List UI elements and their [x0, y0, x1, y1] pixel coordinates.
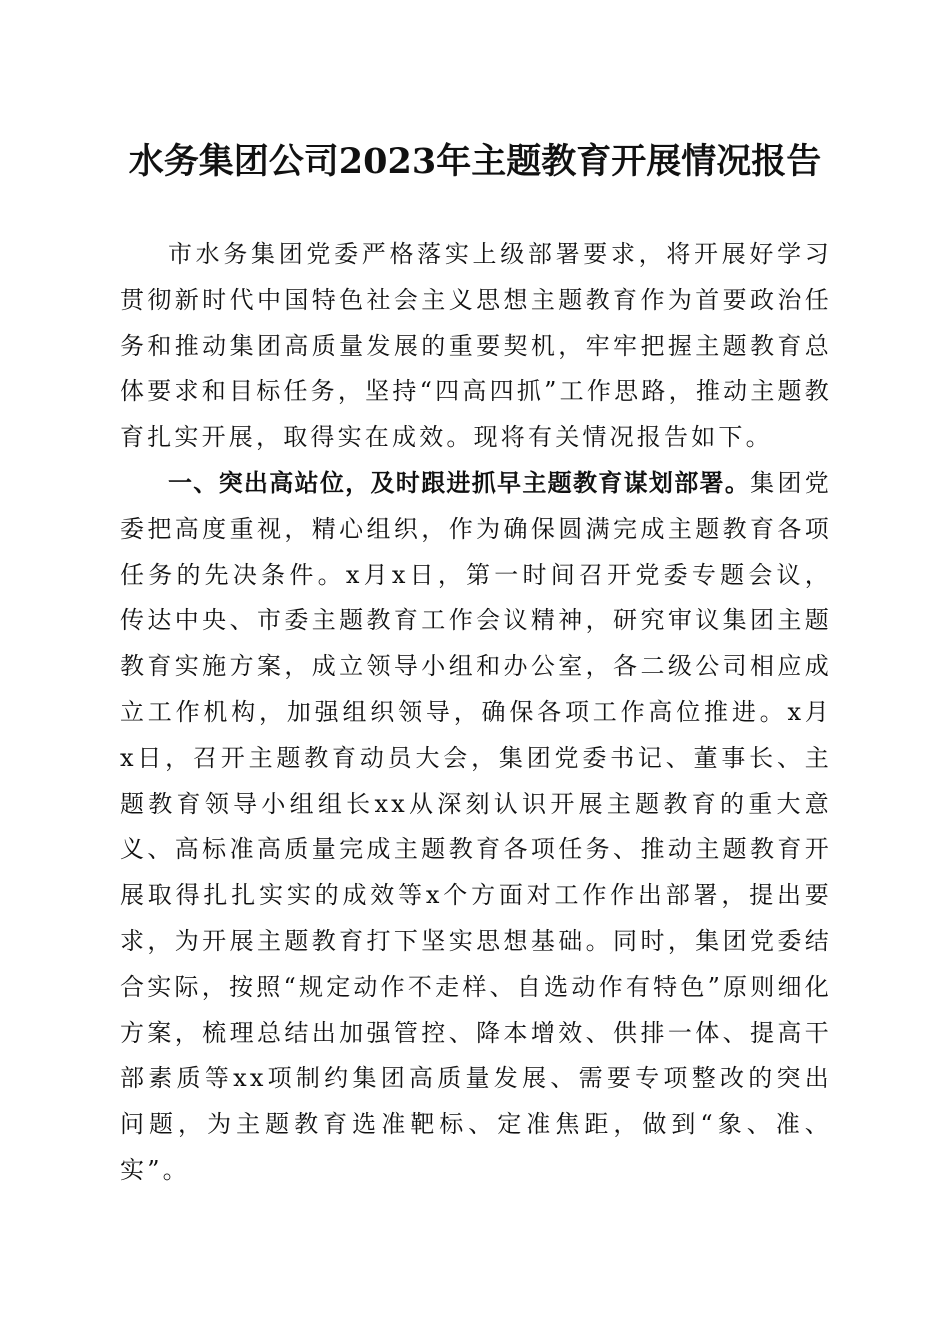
section-one-heading: 一、突出高站位，及时跟进抓早主题教育谋划部署。: [168, 469, 751, 497]
section-one-paragraph: [120, 461, 832, 1194]
document-title: 水务集团公司2023年主题教育开展情况报告: [128, 141, 822, 182]
intro-paragraph: 市水务集团党委严格落实上级部署要求，将开展好学习贯彻新时代中国特色社会主义思想主题教育作为首要政治任务和推动集团高质量发展的重要契机，牢牢把握主题教育总体要求和目标任务，坚持“四高四抓”工作思路，推动主题教育扎实开展，取得实在成效。现将有关情况报告如下。: [120, 240, 832, 452]
section-one-body: 集团党委把高度重视，精心组织，作为确保圆满完成主题教育各项任务的先决条件。x月x日，第一时间召开党委专题会议，传达中央、市委主题教育工作会议精神，研究审议集团主题教育实施方案，成立领导小组和办公室，各二级公司相应成立工作机构，加强组织领导，确保各项工作高位推进。x月x日，召开主题教育动员大会，集团党委书记、董事长、主题教育领导小组组长xx从深刻认识开展主题教育的重大意义、高标准高质量完成主题教育各项任务、推动主题教育开展取得扎扎实实的成效等x个方面对工作作出部署，提出要求，为开展主题教育打下坚实思想基础。同时，集团党委结合实际，按照“规定动作不走样、自选动作有特色”原则细化方案，梳理总结出加强管控、降本增效、供排一体、提高干部素质等xx项制约集团高质量发展、需要专项整改的突出问题，为主题教育选准靶标、定准焦距，做到“象、准、实”。: [120, 469, 832, 1184]
